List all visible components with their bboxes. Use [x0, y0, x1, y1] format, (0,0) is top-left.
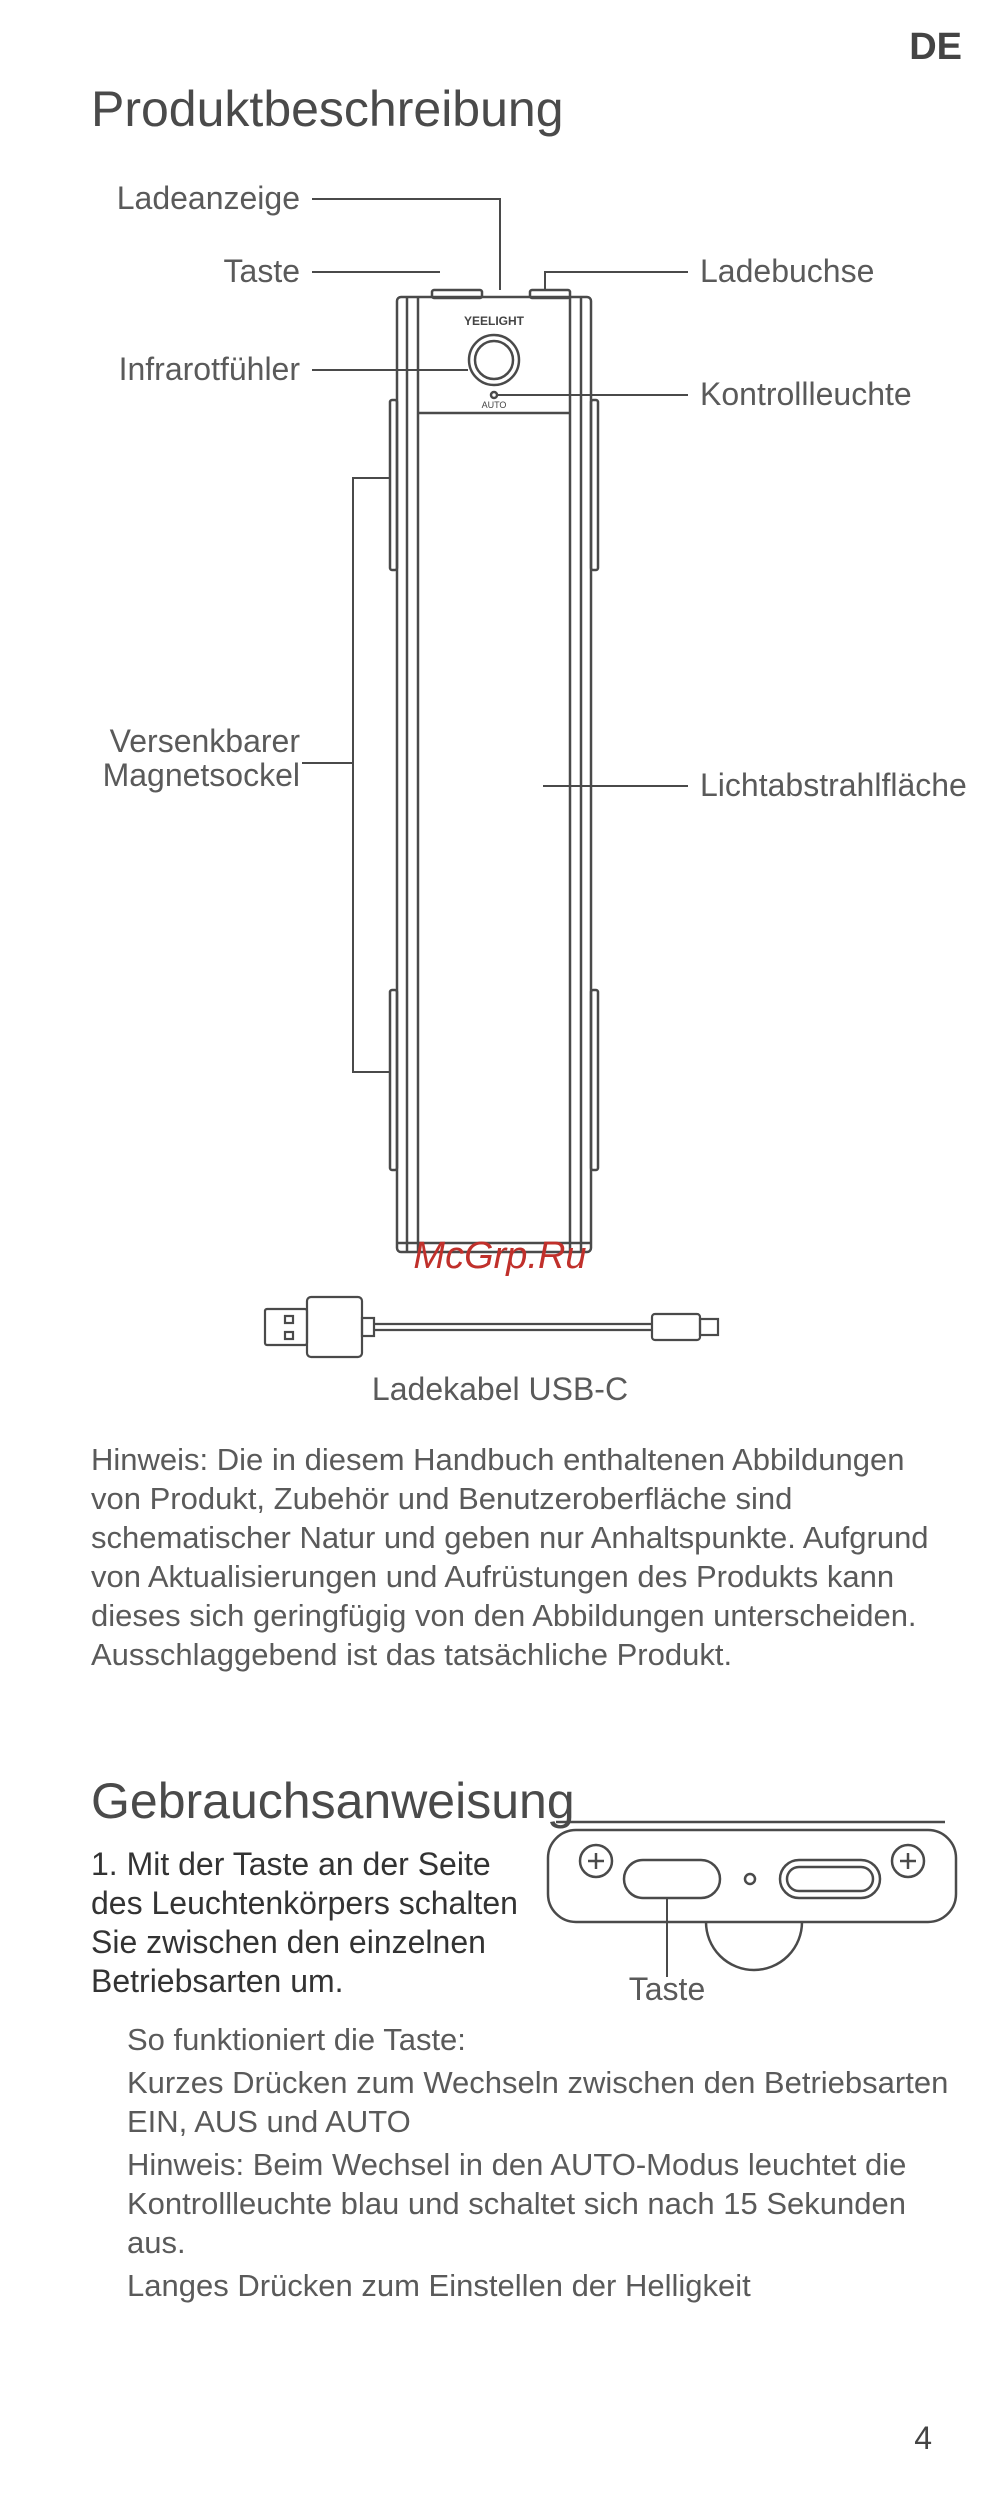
top-button — [432, 290, 482, 298]
device-logo: YEELIGHT — [463, 314, 525, 328]
howto-line: So funktioniert die Taste: — [127, 2022, 466, 2057]
section-title-product: Produktbeschreibung — [91, 81, 564, 137]
infrared-sensor — [469, 335, 519, 385]
label-lichtabstrahlflaeche: Lichtabstrahlfläche — [700, 767, 967, 803]
watermark: McGrp.Ru — [413, 1235, 587, 1277]
howto-line: Langes Drücken zum Einstellen der Helligkeit — [127, 2268, 751, 2303]
label-infrarot: Infrarotfühler — [118, 351, 300, 387]
label-taste: Taste — [223, 253, 300, 289]
label-magnet-line2: Magnetsockel — [102, 757, 300, 793]
howto-line: Hinweis: Beim Wechsel in den AUTO-Modus leuchtet die Kontrollleuchte blau und schaltet sich nach 15 Sekunden aus. — [127, 2147, 907, 2260]
button-instructions — [127, 2020, 957, 2309]
label-ladebuchse: Ladebuchse — [700, 253, 875, 289]
label-ladeanzeige: Ladeanzeige — [116, 180, 300, 216]
section-title-usage: Gebrauchsanweisung — [91, 1773, 575, 1829]
indicator-dot — [491, 392, 497, 398]
language-code: DE — [909, 26, 962, 68]
auto-label: AUTO — [481, 400, 507, 410]
side-button — [624, 1860, 720, 1898]
charging-port — [530, 290, 570, 298]
device-body — [397, 297, 591, 1252]
side-view — [548, 1822, 958, 1970]
label-cable: Ladekabel USB-C — [371, 1371, 629, 1407]
usb-cable — [265, 1297, 718, 1357]
note-paragraph: Hinweis: Die in diesem Handbuch enthaltenen Abbildungen von Produkt, Zubehör und Benutzeroberfläche sind schematischer Natur und geben nur Anhaltspunkte. Aufgrund von Aktualisierungen und Aufrüstungen des Produkts kann dieses sich geringfügig von den Abbildungen unterscheiden. Ausschlaggebend ist das tatsächliche Produkt. — [91, 1442, 929, 1672]
label-kontrollleuchte: Kontrollleuchte — [700, 376, 912, 412]
label-magnet-line1: Versenkbarer — [109, 723, 300, 759]
label-side-taste: Taste — [628, 1971, 706, 2007]
usage-step-1: 1. Mit der Taste an der Seite des Leuchtenkörpers schalten Sie zwischen den einzelnen Betriebsarten um. — [91, 1846, 518, 1999]
page-number: 4 — [914, 2420, 932, 2456]
howto-line: Kurzes Drücken zum Wechseln zwischen den Betriebsarten EIN, AUS und AUTO — [127, 2065, 949, 2139]
